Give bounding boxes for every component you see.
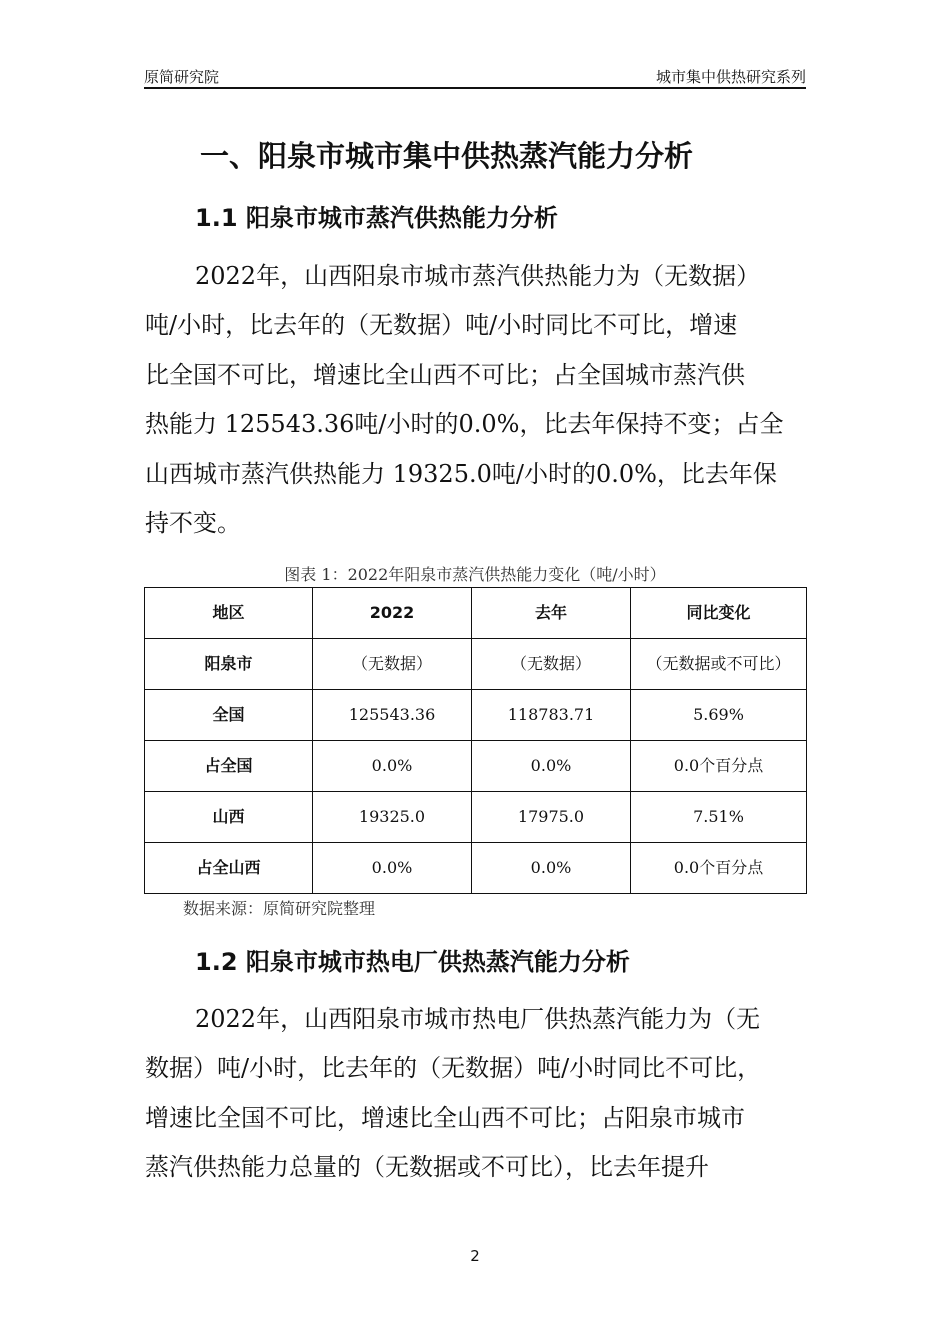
section-title: 一、阳泉市城市集中供热蒸汽能力分析 bbox=[200, 139, 694, 173]
column-header: 同比变化 bbox=[631, 588, 807, 639]
table-cell: 0.0% bbox=[472, 843, 631, 894]
table-cell: 19325.0 bbox=[313, 792, 472, 843]
paragraph-line: 比全国不可比，增速比全山西不可比；占全国城市蒸汽供 bbox=[145, 360, 745, 389]
column-header: 2022 bbox=[313, 588, 472, 639]
table-cell: 0.0个百分点 bbox=[631, 843, 807, 894]
paragraph-line: 2022年，山西阳泉市城市热电厂供热蒸汽能力为（无 bbox=[195, 1005, 761, 1033]
table-cell: 0.0% bbox=[313, 741, 472, 792]
table-cell: 0.0% bbox=[313, 843, 472, 894]
table-cell: （无数据） bbox=[472, 639, 631, 690]
table-cell: 17975.0 bbox=[472, 792, 631, 843]
paragraph-line: 热能力 125543.36吨/小时的0.0%，比去年保持不变；占全 bbox=[145, 410, 784, 439]
table-source: 数据来源：原简研究院整理 bbox=[183, 899, 376, 918]
table-cell: （无数据或不可比） bbox=[631, 639, 807, 690]
table-cell: 118783.71 bbox=[472, 690, 631, 741]
table-row bbox=[145, 792, 807, 843]
paragraph-line: 蒸汽供热能力总量的（无数据或不可比），比去年提升 bbox=[145, 1153, 709, 1182]
table-cell: 0.0% bbox=[472, 741, 631, 792]
row-header: 阳泉市 bbox=[145, 639, 313, 690]
paragraph-line: 数据）吨/小时，比去年的（无数据）吨/小时同比不可比， bbox=[145, 1054, 762, 1083]
header-right: 城市集中供热研究系列 bbox=[655, 68, 806, 86]
table-caption: 图表 1：2022年阳泉市蒸汽供热能力变化（吨/小时） bbox=[284, 565, 666, 584]
table-row bbox=[145, 690, 807, 741]
data-table bbox=[144, 587, 807, 894]
table-row bbox=[145, 741, 807, 792]
table-header-row bbox=[145, 588, 807, 639]
column-header: 去年 bbox=[472, 588, 631, 639]
paragraph-1 bbox=[145, 252, 810, 548]
table-row bbox=[145, 843, 807, 894]
paragraph-line: 2022年，山西阳泉市城市蒸汽供热能力为（无数据） bbox=[195, 262, 761, 290]
table-cell: 0.0个百分点 bbox=[631, 741, 807, 792]
table-row bbox=[145, 639, 807, 690]
column-header: 地区 bbox=[145, 588, 313, 639]
row-header: 占全国 bbox=[145, 741, 313, 792]
header-divider bbox=[144, 87, 806, 89]
paragraph-line: 持不变。 bbox=[145, 508, 241, 537]
paragraph-2 bbox=[145, 995, 810, 1193]
subsection-title-2: 1.2 阳泉市城市热电厂供热蒸汽能力分析 bbox=[195, 948, 630, 976]
row-header: 全国 bbox=[145, 690, 313, 741]
row-header: 山西 bbox=[145, 792, 313, 843]
table-cell: 5.69% bbox=[631, 690, 807, 741]
paragraph-line: 山西城市蒸汽供热能力 19325.0吨/小时的0.0%，比去年保 bbox=[145, 459, 777, 488]
table-cell: 125543.36 bbox=[313, 690, 472, 741]
row-header: 占全山西 bbox=[145, 843, 313, 894]
paragraph-line: 吨/小时，比去年的（无数据）吨/小时同比不可比，增速 bbox=[145, 311, 738, 340]
paragraph-line: 增速比全国不可比，增速比全山西不可比；占阳泉市城市 bbox=[145, 1103, 745, 1132]
table-cell: 7.51% bbox=[631, 792, 807, 843]
subsection-title-1: 1.1 阳泉市城市蒸汽供热能力分析 bbox=[195, 204, 558, 232]
header-left: 原简研究院 bbox=[144, 68, 220, 86]
page-number: 2 bbox=[470, 1247, 480, 1265]
table-cell: （无数据） bbox=[313, 639, 472, 690]
